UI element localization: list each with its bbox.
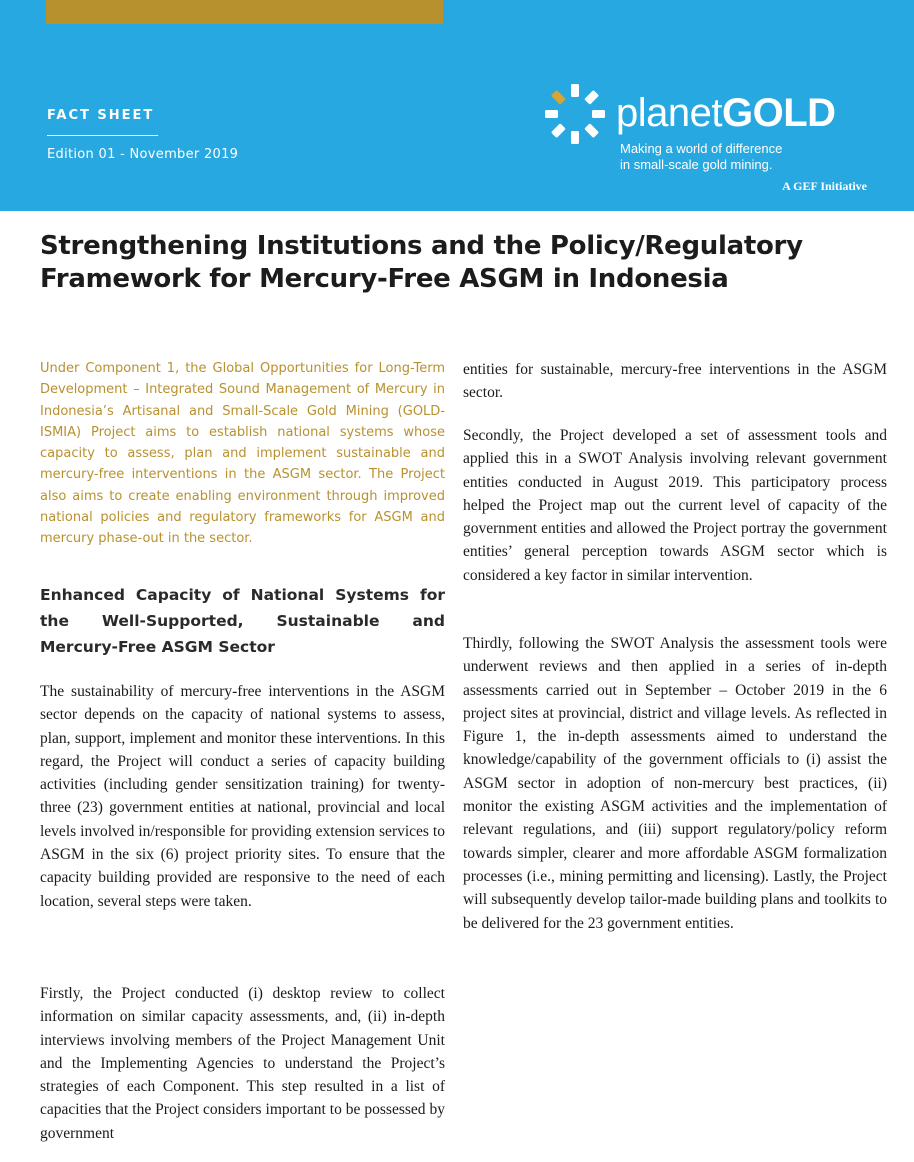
edition-label: Edition 01 - November 2019	[47, 147, 239, 162]
planetgold-wordmark	[616, 88, 836, 138]
tagline-line-2: in small-scale gold mining.	[620, 157, 773, 172]
page-title: Strengthening Institutions and the Policy/Regulatory Framework for Mercury-Free ASGM in Indonesia	[40, 231, 803, 294]
body-paragraph-3: entities for sustainable, mercury-free interventions in the ASGM sector.	[463, 361, 887, 402]
body-paragraph-1: The sustainability of mercury-free interventions in the ASGM sector depends on the capacity of national systems to assess, plan, support, implement and monitor these interventions. In this regard, the Project will conduct a series of capacity building activities (including gender sensitization training) for twenty-three (23) government entities at national, provincial and local levels involved in/responsible for providing extension services to ASGM in the six (6) project priority sites. To ensure that the capacity building provided are responsive to the need of each location, several steps were taken.	[40, 683, 445, 910]
wordmark-gold: GOLD	[721, 91, 836, 135]
intro-paragraph: Under Component 1, the Global Opportunities for Long-Term Development – Integrated Sound Management of Mercury in Indonesia’s Artisanal and Small-Scale Gold Mining (GOLD-ISMIA) Project aims to establish national systems whose capacity to assess, plan and implement sustainable and mercury-free interventions in the ASGM sector. The Project also aims to create enabling environment through improved national policies and regulatory frameworks for ASGM and mercury phase-out in the sector.	[40, 361, 445, 547]
gef-initiative-label: A GEF Initiative	[782, 179, 867, 193]
tagline-line-1: Making a world of difference	[620, 141, 783, 156]
body-paragraph-4: Secondly, the Project developed a set of assessment tools and applied this in a SWOT Analysis involving relevant government entities conducted in August 2019. This participatory process helped the Project map out the current level of capacity of the government entities and allowed the Project portray the government entities’ general perception towards ASGM sector which is considered a key factor in similar intervention.	[463, 427, 887, 584]
body-paragraph-2: Firstly, the Project conducted (i) desktop review to collect information on similar capacity assessments, and, (ii) in-depth interviews involving members of the Project Management Unit and the Implementing Agencies to understand the Project’s strategies of each Component. This step resulted in a list of capacities that the Project considers important to be possessed by government	[40, 985, 445, 1142]
section-heading: Enhanced Capacity of National Systems for the Well-Supported, Sustainable and Mercury-Free ASGM Sector	[40, 586, 445, 656]
wordmark-planet: planet	[616, 91, 722, 135]
body-paragraph-5: Thirdly, following the SWOT Analysis the assessment tools were underwent reviews and then applied in a series of in-depth assessments carried out in September – October 2019 in the 6 project sites at provincial, district and village levels. As reflected in Figure 1, the in-depth assessments aimed to understand the knowledge/capability of the government officials to (i) assist the ASGM sector in adoption of non-mercury best practices, (ii) monitor the existing ASGM activities and the implementation of relevant regulations, and (iii) support regulatory/policy reform towards simpler, clearer and more affordable ASGM formalization processes (i.e., mining permitting and licensing). Lastly, the Project will subsequently develop tailor-made building plans and toolkits to be delivered for the 23 government entities.	[463, 635, 887, 932]
gold-accent-bar	[46, 0, 443, 24]
header-banner	[0, 0, 914, 211]
planetgold-logo-icon	[543, 82, 607, 146]
fact-sheet-label: FACT SHEET	[47, 108, 155, 123]
fact-sheet-divider	[47, 135, 158, 136]
tagline	[620, 141, 782, 173]
